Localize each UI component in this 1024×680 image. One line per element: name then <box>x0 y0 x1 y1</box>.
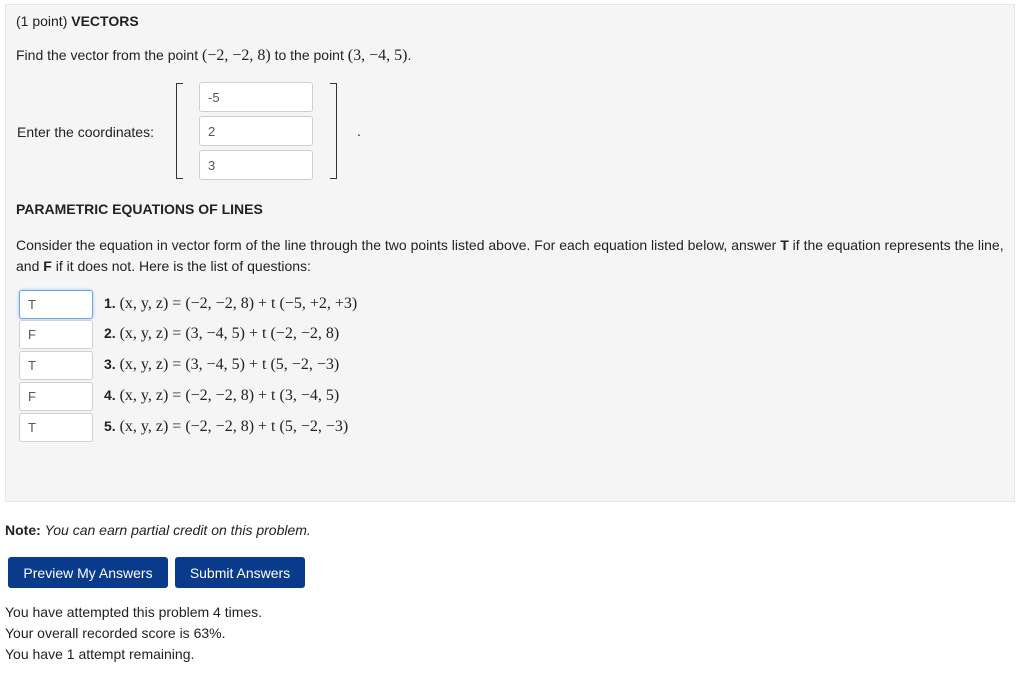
status-score: Your overall recorded score is 63%. <box>5 625 226 641</box>
matrix-trailing-dot: . <box>357 123 361 139</box>
matrix-right-bracket <box>330 83 337 179</box>
coordinates-label: Enter the coordinates: <box>17 124 154 140</box>
question-equation: (x, y, z) = (−2, −2, 8) + t (3, −4, 5) <box>119 387 340 404</box>
desc-true-letter: T <box>780 237 789 253</box>
submit-answers-button[interactable]: Submit Answers <box>175 557 305 588</box>
question-number: 3. <box>104 356 116 372</box>
question-number: 2. <box>104 325 116 341</box>
question-equation: (x, y, z) = (−2, −2, 8) + t (−5, +2, +3) <box>119 295 358 312</box>
answer-input-2[interactable] <box>19 320 93 349</box>
point-a: (−2, −2, 8) <box>201 47 271 64</box>
question-5 <box>104 418 348 436</box>
prompt-text: Find the vector from the point <box>16 47 199 63</box>
coordinate-z-input[interactable] <box>199 150 313 180</box>
desc-part-2: if the equation represents the line, and <box>16 237 1004 274</box>
question-equation: (x, y, z) = (3, −4, 5) + t (5, −2, −3) <box>119 356 340 373</box>
problem-header <box>16 13 139 29</box>
question-4 <box>104 387 339 405</box>
question-1 <box>104 295 357 313</box>
question-equation: (x, y, z) = (−2, −2, 8) + t (5, −2, −3) <box>119 418 349 435</box>
point-b: (3, −4, 5) <box>347 47 408 64</box>
desc-part-3: if it does not. Here is the list of questions: <box>51 258 311 274</box>
problem-points: (1 point) <box>16 13 68 29</box>
problem-title: VECTORS <box>71 13 139 29</box>
preview-answers-button[interactable]: Preview My Answers <box>8 557 168 588</box>
status-remaining: You have 1 attempt remaining. <box>5 646 195 662</box>
prompt-period: . <box>407 47 412 63</box>
note-label: Note: <box>5 522 41 538</box>
answer-input-5[interactable] <box>19 413 93 442</box>
question-number: 4. <box>104 387 116 403</box>
question-3 <box>104 356 339 374</box>
problem-panel <box>5 4 1015 502</box>
question-equation: (x, y, z) = (3, −4, 5) + t (−2, −2, 8) <box>119 325 340 342</box>
coordinate-x-input[interactable] <box>199 82 313 112</box>
desc-part-1: Consider the equation in vector form of the line through the two points listed above. For each equation listed below, answer <box>16 237 781 253</box>
coordinate-y-input[interactable] <box>199 116 313 146</box>
section-description <box>16 235 1011 277</box>
to-text: to the point <box>274 47 344 63</box>
matrix-left-bracket <box>176 83 183 179</box>
status-attempted: You have attempted this problem 4 times. <box>5 604 263 620</box>
section-heading: PARAMETRIC EQUATIONS OF LINES <box>16 201 263 217</box>
note <box>5 522 311 538</box>
note-text: You can earn partial credit on this problem. <box>44 522 311 538</box>
desc-false-letter: F <box>43 258 52 274</box>
question-2 <box>104 325 339 343</box>
problem-prompt <box>16 47 411 65</box>
question-number: 1. <box>104 295 116 311</box>
question-number: 5. <box>104 418 116 434</box>
answer-input-1[interactable] <box>19 290 93 319</box>
answer-input-4[interactable] <box>19 382 93 411</box>
answer-input-3[interactable] <box>19 351 93 380</box>
